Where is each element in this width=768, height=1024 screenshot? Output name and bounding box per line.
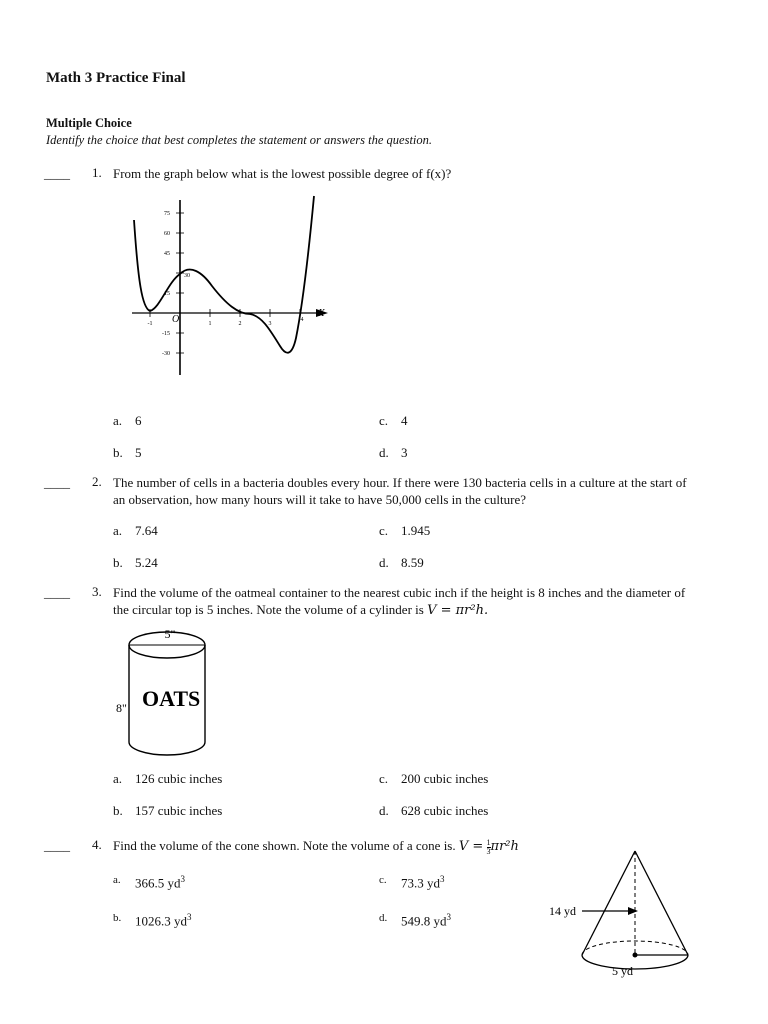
question-1-graph	[120, 190, 340, 380]
x-tick-4: 4	[300, 317, 304, 323]
option-value: 628 cubic inches	[401, 803, 489, 818]
fraction-denominator: 3	[486, 846, 491, 856]
q4-option-d[interactable]	[379, 912, 451, 929]
question-4-number: 4.	[92, 837, 102, 852]
y-tick-60: 60	[164, 231, 170, 237]
option-value: 7.64	[135, 523, 158, 538]
y-tick-45: 45	[164, 251, 170, 257]
y-tick-neg15: -15	[162, 331, 170, 337]
unit-power: 3	[446, 912, 451, 922]
question-3-text-line2-text: the circular top is 5 inches. Note the volume of a cylinder is	[113, 602, 424, 617]
y-tick-75: 75	[164, 211, 170, 217]
q1-option-c[interactable]	[379, 413, 408, 429]
option-label: c.	[379, 874, 387, 887]
question-4-text: Find the volume of the cone shown. Note the volume of a cone is.	[113, 838, 456, 853]
oats-brand-label: OATS	[142, 686, 201, 711]
unit-power: 3	[180, 874, 185, 884]
option-value: 157 cubic inches	[135, 803, 223, 818]
option-label: d.	[379, 555, 389, 570]
q1-option-d[interactable]	[379, 445, 408, 461]
question-1-number: 1.	[92, 165, 102, 180]
cylinder-bottom	[129, 742, 205, 755]
answer-blank-3[interactable]: ____	[44, 585, 70, 600]
graph-x-label: X	[318, 307, 325, 319]
option-value: 3	[401, 445, 408, 460]
answer-blank-4[interactable]: ____	[44, 838, 70, 853]
option-value: 73.3 yd	[401, 875, 440, 891]
y-tick-30: 30	[184, 273, 190, 279]
diameter-label: 5"	[164, 627, 176, 641]
unit-power: 3	[187, 912, 192, 922]
q1-option-b[interactable]	[113, 445, 142, 461]
question-3-number: 3.	[92, 584, 102, 599]
option-label: a.	[113, 523, 123, 538]
x-tick-neg1: -1	[147, 321, 153, 327]
y-tick-neg30: -30	[162, 351, 170, 357]
option-label: a.	[113, 413, 123, 428]
q3-option-b[interactable]	[113, 803, 222, 819]
page-title: Math 3 Practice Final	[46, 70, 186, 86]
option-value: 6	[135, 413, 142, 428]
y-tick-15: 15	[164, 291, 170, 297]
option-value: 1026.3 yd	[135, 913, 187, 929]
question-2-number: 2.	[92, 474, 102, 489]
cone-height-label: 14 yd	[549, 904, 576, 918]
q2-option-b[interactable]	[113, 555, 158, 571]
height-label: 8"	[116, 701, 127, 715]
cone-radius-label: 5 yd	[612, 964, 633, 978]
cone-formula-prefix: V =	[458, 839, 484, 854]
option-label: b.	[113, 912, 122, 925]
option-value: 549.8 yd	[401, 913, 447, 929]
question-3-text-line2	[113, 601, 488, 619]
question-1-text: From the graph below what is the lowest possible degree of f(x)?	[113, 166, 452, 181]
q3-option-a[interactable]	[113, 771, 222, 787]
option-label: b.	[113, 555, 123, 570]
option-value: 1.945	[401, 523, 431, 538]
q4-option-c[interactable]	[379, 874, 445, 891]
option-label: b.	[113, 445, 123, 460]
q4-option-b[interactable]	[113, 912, 192, 929]
cone-right-edge	[635, 851, 688, 955]
q2-option-a[interactable]	[113, 523, 158, 539]
option-label: d.	[379, 445, 389, 460]
option-label: a.	[113, 771, 123, 786]
x-tick-3: 3	[268, 321, 272, 327]
question-3-text-line1: Find the volume of the oatmeal container to the nearest cubic inch if the height is 8 inches and the diameter of	[113, 585, 686, 600]
cone-base-center	[633, 953, 638, 958]
option-label: b.	[113, 803, 123, 818]
height-pointer-arrow	[628, 907, 638, 915]
graph-curve	[134, 196, 314, 353]
q2-option-c[interactable]	[379, 523, 430, 539]
q1-option-a[interactable]	[113, 413, 142, 429]
option-value: 8.59	[401, 555, 424, 570]
q2-option-d[interactable]	[379, 555, 424, 571]
option-value: 5.24	[135, 555, 158, 570]
oatmeal-container-figure	[112, 622, 222, 762]
option-label: c.	[379, 771, 389, 786]
option-value: 126 cubic inches	[135, 771, 223, 786]
section-title: Multiple Choice	[46, 116, 132, 130]
option-label: a.	[113, 874, 121, 887]
fraction-numerator: 1	[486, 837, 491, 847]
answer-blank-1[interactable]: ____	[44, 166, 70, 181]
option-label: c.	[379, 523, 389, 538]
unit-power: 3	[440, 874, 445, 884]
question-2-text-line2: an observation, how many hours will it take to have 50,000 cells in the culture?	[113, 492, 527, 507]
q4-option-a[interactable]	[113, 874, 185, 891]
graph-origin-label: O	[172, 314, 180, 325]
answer-blank-2[interactable]: ____	[44, 475, 70, 490]
q3-option-d[interactable]	[379, 803, 488, 819]
q3-option-c[interactable]	[379, 771, 488, 787]
question-2-text-line1: The number of cells in a bacteria doubles every hour. If there were 130 bacteria cells in a culture at the start of	[113, 475, 687, 490]
option-label: d.	[379, 803, 389, 818]
option-value: 4	[401, 413, 408, 428]
option-value: 5	[135, 445, 142, 460]
option-value: 366.5 yd	[135, 875, 181, 891]
instructions: Identify the choice that best completes the statement or answers the question.	[46, 133, 433, 147]
cone-figure	[540, 845, 710, 985]
cylinder-formula: V = πr²h.	[427, 603, 489, 618]
option-label: c.	[379, 413, 389, 428]
option-label: d.	[379, 912, 388, 925]
cone-left-edge	[582, 851, 635, 955]
x-tick-2: 2	[238, 321, 242, 327]
cone-formula-suffix: πr²h	[490, 839, 519, 854]
question-4-text-row	[113, 837, 519, 856]
option-value: 200 cubic inches	[401, 771, 489, 786]
x-tick-1: 1	[208, 321, 212, 327]
